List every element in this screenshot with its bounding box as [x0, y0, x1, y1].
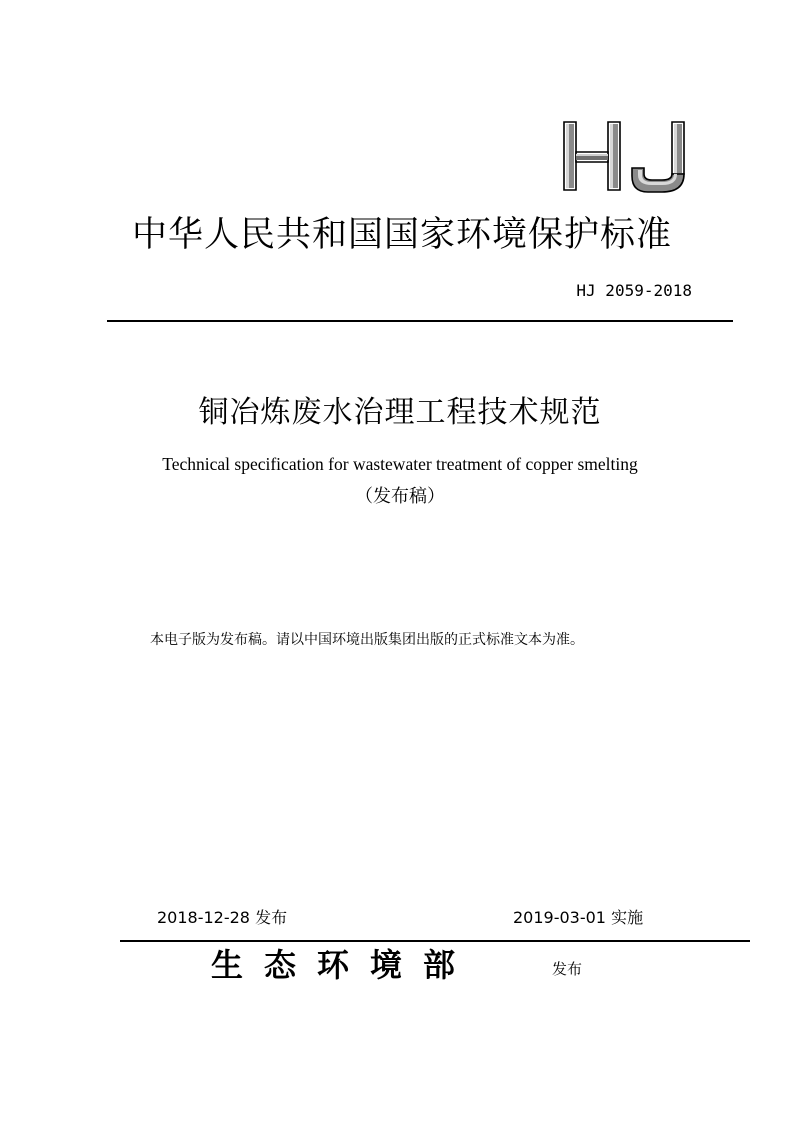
- publish-suffix: 发布: [552, 960, 583, 978]
- footer-divider: [120, 940, 750, 942]
- national-standard-title: 中华人民共和国国家环境保护标准: [131, 215, 672, 255]
- draft-status-label: （发布稿）: [355, 486, 445, 507]
- electronic-version-notice: 本电子版为发布稿。请以中国环境出版集团出版的正式标准文本为准。: [150, 632, 584, 648]
- issue-date: 2018-12-28 发布: [157, 908, 288, 927]
- standard-number: HJ 2059-2018: [576, 281, 692, 300]
- document-title-chinese: 铜冶炼废水治理工程技术规范: [198, 395, 602, 430]
- issuing-ministry: 生态环境部: [211, 946, 477, 984]
- document-title-english: Technical specification for wastewater treatment of copper smelting: [162, 454, 638, 474]
- implementation-date: 2019-03-01 实施: [513, 908, 644, 927]
- hj-logo: [556, 118, 692, 194]
- header-divider: [107, 320, 733, 322]
